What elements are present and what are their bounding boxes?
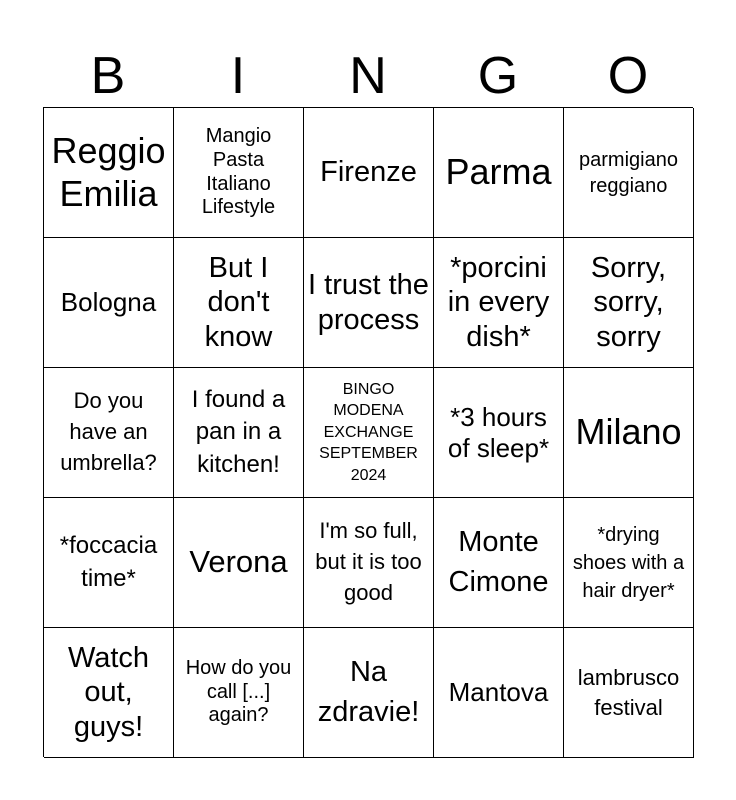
bingo-cell-r4-c1[interactable] <box>44 498 174 628</box>
header-letter-b: B <box>90 47 126 105</box>
cell-text: I found a pan in a kitchen! <box>191 385 286 478</box>
bingo-cell-r5-c5[interactable] <box>564 628 694 758</box>
bingo-cell-r5-c2[interactable] <box>174 628 304 758</box>
cell-text: Watch out, guys! <box>67 642 150 743</box>
bingo-cell-r1-c1[interactable] <box>44 108 174 238</box>
header-letter-g: G <box>477 47 519 105</box>
bingo-cell-r1-c3[interactable] <box>304 108 434 238</box>
cell-text: Firenze <box>320 156 417 189</box>
bingo-cell-r4-c2[interactable] <box>174 498 304 628</box>
cell-text: I'm so full, but it is too good <box>315 518 422 605</box>
bingo-cell-r2-c1[interactable] <box>44 238 174 368</box>
cell-text: Bologna <box>60 287 157 318</box>
bingo-cell-r4-c3[interactable] <box>304 498 434 628</box>
cell-text: I trust the process <box>308 269 429 336</box>
bingo-cell-r1-c4[interactable] <box>434 108 564 238</box>
header-letter-n: N <box>349 47 387 105</box>
cell-text: Do you have an umbrella? <box>60 388 157 475</box>
cell-text: lambrusco festival <box>577 664 680 720</box>
cell-text: *porcini in every dish* <box>447 252 550 353</box>
bingo-cell-r3-c1[interactable] <box>44 368 174 498</box>
cell-text: *drying shoes with a hair dryer* <box>572 523 685 602</box>
cell-text: parmigiano reggiano <box>579 148 678 197</box>
cell-text: But I don't know <box>204 252 273 353</box>
bingo-board <box>43 107 693 757</box>
cell-text: How do you call [...] again? <box>185 657 292 727</box>
bingo-cell-r1-c2[interactable] <box>174 108 304 238</box>
bingo-cell-r5-c1[interactable] <box>44 628 174 758</box>
bingo-cell-r2-c4[interactable] <box>434 238 564 368</box>
cell-text: Milano <box>575 411 682 453</box>
bingo-cell-r3-c2[interactable] <box>174 368 304 498</box>
bingo-cell-r5-c3[interactable] <box>304 628 434 758</box>
bingo-cell-r4-c4[interactable] <box>434 498 564 628</box>
cell-text: Monte Cimone <box>448 526 549 598</box>
bingo-cell-r4-c5[interactable] <box>564 498 694 628</box>
cell-text: Na zdravie! <box>317 656 420 728</box>
header-letter-i: I <box>230 47 246 105</box>
bingo-cell-r3-c5[interactable] <box>564 368 694 498</box>
cell-text: Mantova <box>448 677 549 708</box>
free-space-text: BINGO MODENA EXCHANGE SEPTEMBER 2024 <box>319 380 418 484</box>
bingo-cell-r3-c4[interactable] <box>434 368 564 498</box>
cell-text: *3 hours of sleep* <box>447 401 550 463</box>
bingo-cell-r3-c3[interactable] <box>304 368 434 498</box>
header-letter-o: O <box>607 47 649 105</box>
bingo-cell-r2-c2[interactable] <box>174 238 304 368</box>
cell-text: *foccacia time* <box>59 532 158 592</box>
bingo-cell-r1-c5[interactable] <box>564 108 694 238</box>
cell-text: Verona <box>189 544 288 580</box>
bingo-cell-r2-c3[interactable] <box>304 238 434 368</box>
bingo-header <box>43 45 693 107</box>
cell-text: Mangio Pasta Italiano Lifestyle <box>201 125 276 219</box>
cell-text: Sorry, sorry, sorry <box>590 252 667 353</box>
bingo-cell-r5-c4[interactable] <box>434 628 564 758</box>
cell-text: Reggio Emilia <box>51 130 166 214</box>
cell-text: Parma <box>445 151 552 193</box>
bingo-cell-r2-c5[interactable] <box>564 238 694 368</box>
